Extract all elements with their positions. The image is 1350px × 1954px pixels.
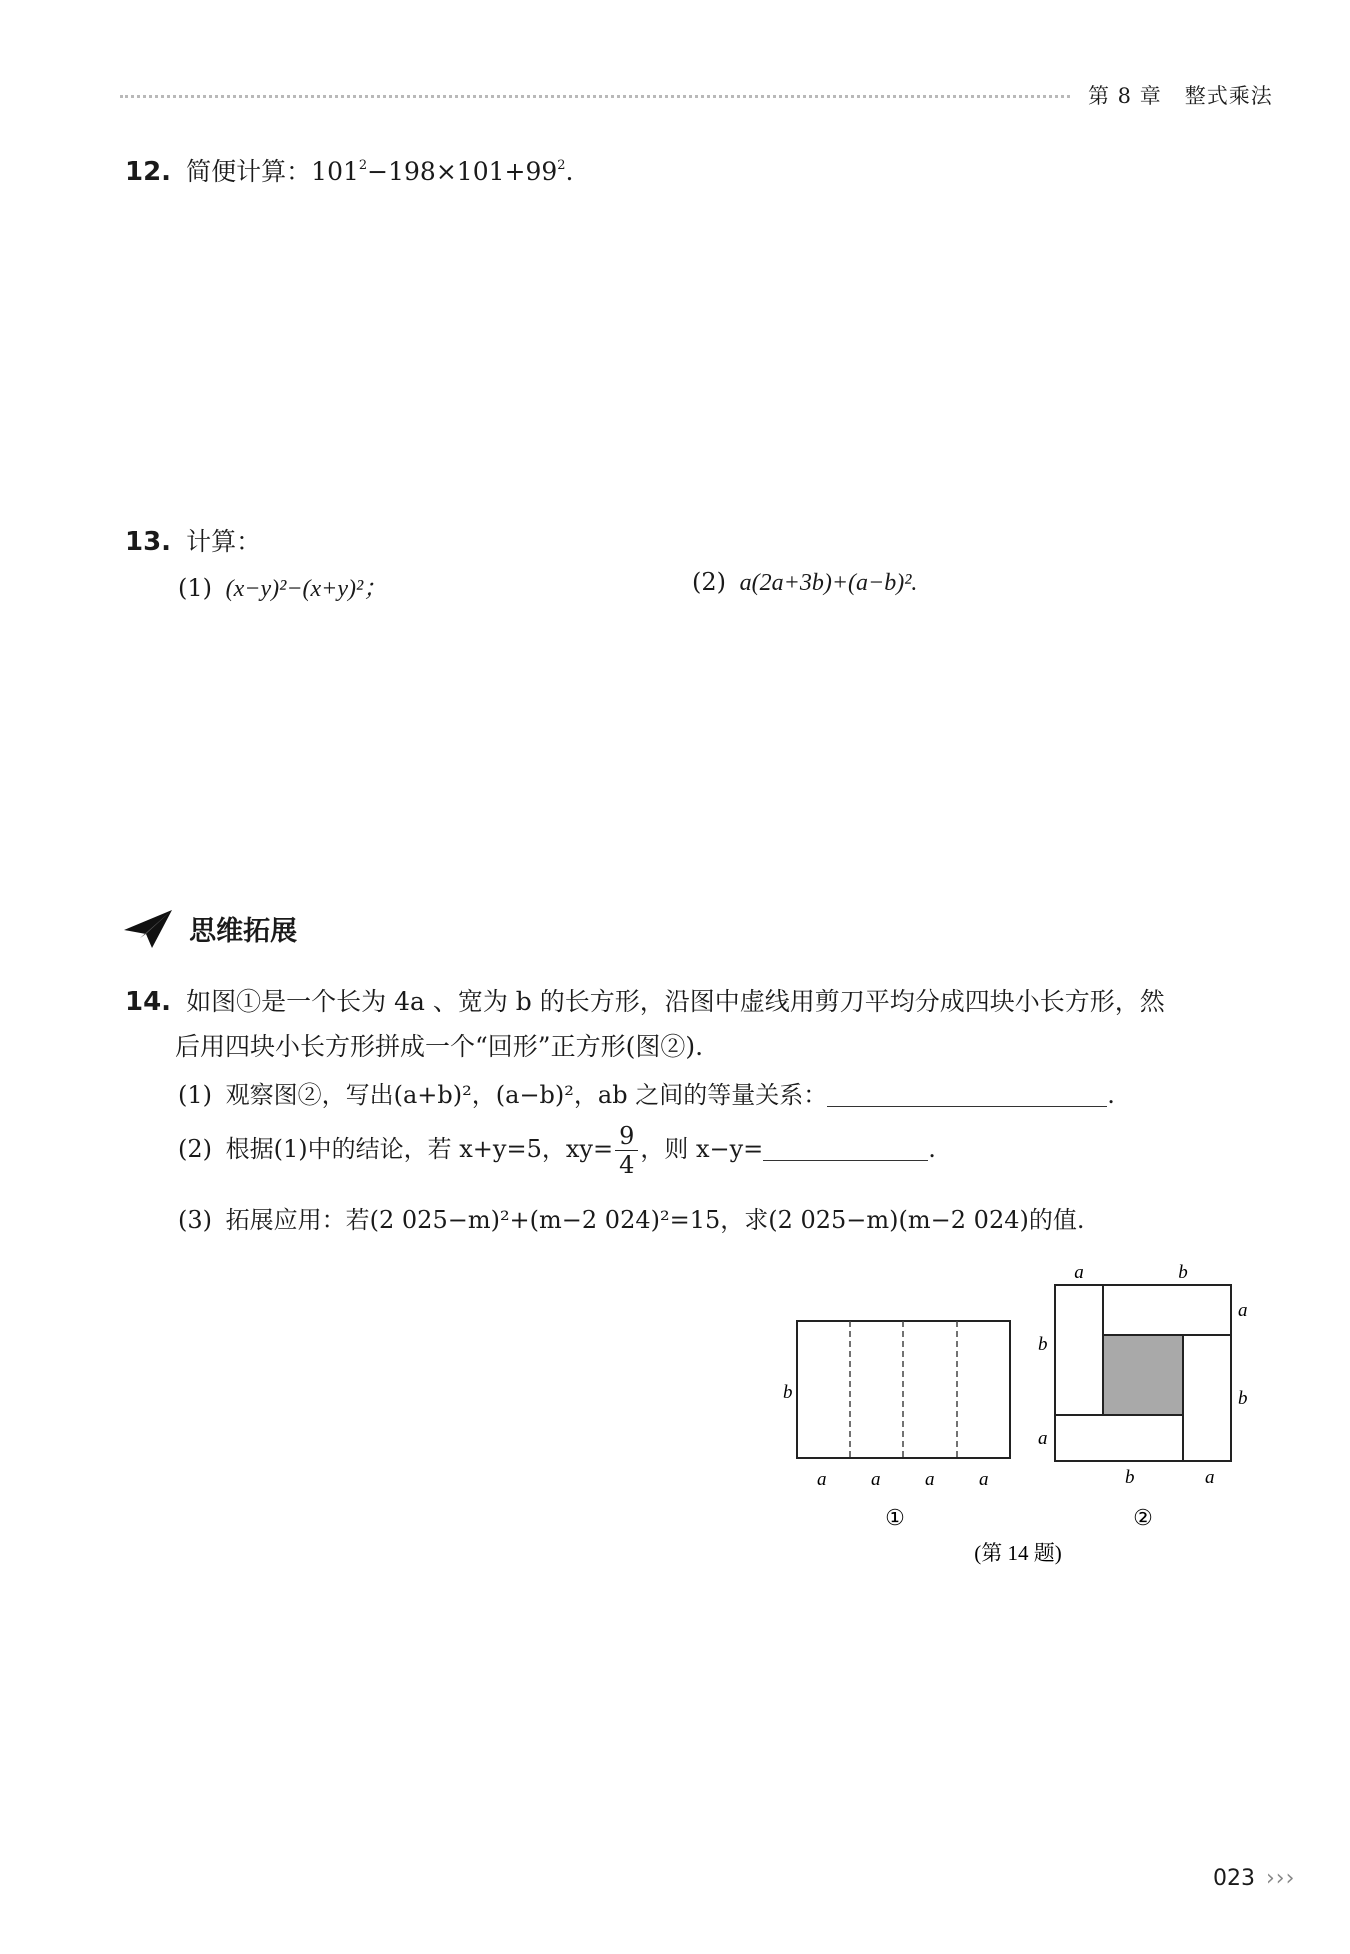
question-label: 计算： [186, 527, 262, 556]
question-14-line-2: 后用四块小长方形拼成一个“回形”正方形(图②). [175, 1032, 704, 1061]
fig2-caption: ② [1133, 1505, 1153, 1530]
fig1-caption: ① [885, 1505, 905, 1530]
fig1-label-a: a [925, 1469, 935, 1490]
figure-14 [760, 1255, 1260, 1575]
section-heading [122, 906, 297, 950]
fig1-label-a: a [817, 1469, 827, 1490]
answer-blank[interactable] [827, 1084, 1107, 1107]
fraction: $\frac{9}{4}$ [615, 1122, 638, 1179]
chevrons-icon: ››› [1266, 1866, 1296, 1891]
fig2-left-a: a [1038, 1428, 1048, 1449]
question-14-part-1: (1) 观察图②，写出(a+b)²，(a−b)²，ab 之间的等量关系： . [178, 1081, 1115, 1109]
question-number: 14. [125, 987, 172, 1017]
question-label: 简便计算： [186, 157, 312, 186]
question-13 [125, 522, 261, 558]
fig2-right-b: b [1238, 1388, 1248, 1409]
question-number: 12. [125, 157, 172, 187]
fig2-top-b: b [1178, 1262, 1188, 1283]
fig2-top-a: a [1074, 1262, 1084, 1283]
section-title: 思维拓展 [189, 915, 298, 947]
question-14-part-2: (2) 根据(1)中的结论，若 x+y=5，xy= $\frac{9}{4}$ ，则 x−y= . [178, 1122, 936, 1179]
header-rule [120, 95, 1070, 98]
question-14-line-1: 如图①是一个长为 4a 、宽为 b 的长方形，沿图中虚线用剪刀平均分成四块小长方形，然 [186, 987, 1165, 1016]
question-12: 12. 简便计算：$101^2-198\times 101+99^2$. [125, 157, 574, 187]
question-13-part-2: (2) a(2a+3b)+(a−b)². [692, 568, 918, 596]
fig1-label-a: a [979, 1469, 989, 1490]
figure-caption: (第 14 题) [974, 1541, 1062, 1565]
figure-2-square [1055, 1285, 1231, 1461]
chapter-header [1088, 80, 1273, 110]
question-14-part-3: (3) 拓展应用：若(2 025−m)²+(m−2 024)²=15，求(2 025−m)(m−2 024)的值. [178, 1206, 1085, 1234]
chapter-number: 第 8 章 [1088, 84, 1162, 108]
fig1-label-a: a [871, 1469, 881, 1490]
fig2-bottom-a: a [1205, 1467, 1215, 1488]
chapter-title: 整式乘法 [1184, 84, 1273, 108]
fig2-right-a: a [1238, 1300, 1248, 1321]
page-number: 023 ››› [1213, 1866, 1296, 1891]
fig2-bottom-b: b [1125, 1467, 1135, 1488]
fig1-label-b: b [783, 1382, 793, 1403]
question-13-part-1: (1) (x−y)²−(x+y)²； [178, 574, 388, 602]
answer-blank[interactable] [763, 1138, 928, 1161]
question-14 [125, 982, 1165, 1018]
question-number: 13. [125, 527, 172, 557]
shaded-square [1103, 1335, 1183, 1415]
fig2-left-b: b [1038, 1334, 1048, 1355]
figure-1-rectangle [797, 1321, 1010, 1458]
paper-plane-icon [122, 906, 174, 950]
